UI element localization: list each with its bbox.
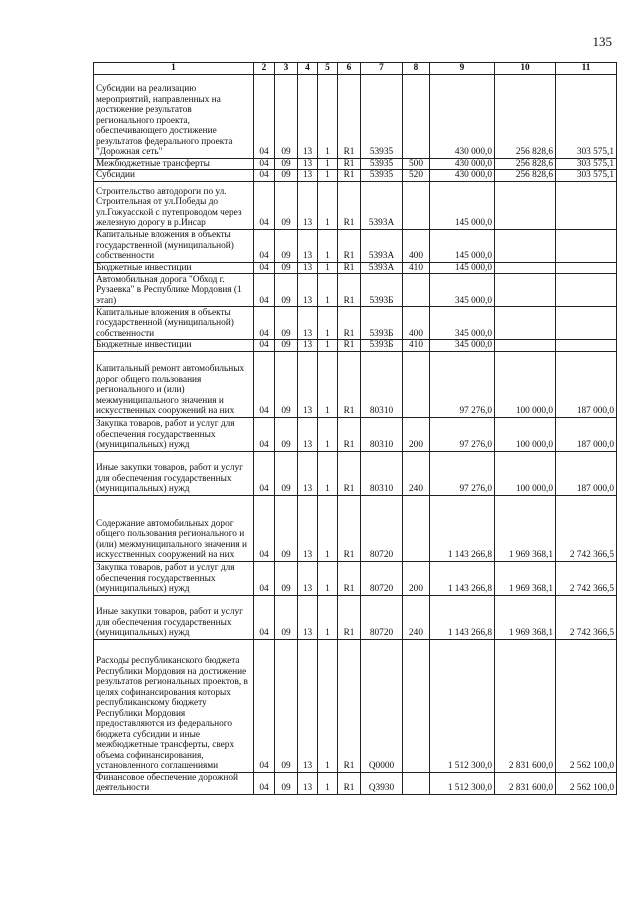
cell-c10: [495, 229, 556, 262]
cell-c9: 1 143 266,8: [430, 561, 495, 595]
row-description: Капитальные вложения в объекты государственной (муниципальной) собственности: [94, 229, 254, 262]
header-row: [94, 63, 617, 75]
cell-c8: [403, 274, 430, 307]
cell-c8: 520: [403, 170, 430, 182]
cell-c6: R1: [338, 274, 361, 307]
cell-c2: 04: [254, 158, 275, 170]
page-number: 135: [592, 34, 612, 49]
col-header: 10: [495, 63, 556, 75]
cell-c5: 1: [318, 262, 338, 274]
cell-c11: 2 742 366,5: [556, 495, 617, 561]
cell-c9: 145 000,0: [430, 229, 495, 262]
cell-c10: [495, 274, 556, 307]
cell-c2: 04: [254, 170, 275, 182]
table-row: [94, 262, 617, 274]
cell-c8: [403, 495, 430, 561]
cell-c7: 53935: [361, 74, 403, 158]
cell-c9: 1 143 266,8: [430, 595, 495, 639]
table-row: [94, 158, 617, 170]
cell-c8: [403, 351, 430, 417]
cell-c6: R1: [338, 772, 361, 794]
cell-c5: 1: [318, 639, 338, 772]
cell-c3: 09: [275, 274, 298, 307]
cell-c5: 1: [318, 307, 338, 340]
cell-c2: 04: [254, 351, 275, 417]
table-row: [94, 495, 617, 561]
cell-c9: 430 000,0: [430, 74, 495, 158]
cell-c4: 13: [298, 451, 318, 495]
cell-c10: [495, 340, 556, 352]
cell-c6: R1: [338, 561, 361, 595]
cell-c3: 09: [275, 417, 298, 451]
cell-c2: 04: [254, 495, 275, 561]
cell-c4: 13: [298, 170, 318, 182]
cell-c8: 400: [403, 307, 430, 340]
col-header: 3: [275, 63, 298, 75]
col-header: 9: [430, 63, 495, 75]
cell-c5: 1: [318, 181, 338, 229]
cell-c9: 430 000,0: [430, 158, 495, 170]
cell-c10: 256 828,6: [495, 158, 556, 170]
cell-c2: 04: [254, 595, 275, 639]
cell-c5: 1: [318, 351, 338, 417]
cell-c10: 100 000,0: [495, 417, 556, 451]
cell-c8: 410: [403, 340, 430, 352]
cell-c4: 13: [298, 561, 318, 595]
cell-c11: 2 742 366,5: [556, 561, 617, 595]
cell-c11: [556, 262, 617, 274]
cell-c4: 13: [298, 262, 318, 274]
cell-c11: 2 562 100,0: [556, 639, 617, 772]
cell-c9: 97 276,0: [430, 451, 495, 495]
cell-c2: 04: [254, 639, 275, 772]
cell-c3: 09: [275, 74, 298, 158]
row-description: Межбюджетные трансферты: [94, 158, 254, 170]
cell-c10: [495, 262, 556, 274]
cell-c7: 5393А: [361, 262, 403, 274]
cell-c6: R1: [338, 417, 361, 451]
cell-c11: 187 000,0: [556, 417, 617, 451]
cell-c11: 187 000,0: [556, 351, 617, 417]
cell-c2: 04: [254, 417, 275, 451]
cell-c5: 1: [318, 561, 338, 595]
cell-c4: 13: [298, 181, 318, 229]
row-description: Строительство автодороги по ул. Строительная от ул.Победы до ул.Гожуасской с путепроводом через железную дорогу в р.Инсар: [94, 181, 254, 229]
cell-c4: 13: [298, 772, 318, 794]
cell-c3: 09: [275, 229, 298, 262]
table-row: [94, 229, 617, 262]
cell-c7: 53935: [361, 158, 403, 170]
cell-c8: [403, 181, 430, 229]
cell-c5: 1: [318, 170, 338, 182]
row-description: Расходы республиканского бюджета Республики Мордовия на достижение результатов региональных проектов, в целях софинансирования которых республиканскому бюджету Республики Мордовия предоставляются из федерального бюджета субсидии и иные межбюджетные трансферты, сверх объема софинансирования, установленного соглашениями: [94, 639, 254, 772]
cell-c11: 303 575,1: [556, 158, 617, 170]
row-description: Капитальные вложения в объекты государственной (муниципальной) собственности: [94, 307, 254, 340]
cell-c6: R1: [338, 351, 361, 417]
cell-c10: 256 828,6: [495, 170, 556, 182]
table-row: [94, 561, 617, 595]
cell-c2: 04: [254, 561, 275, 595]
row-description: Закупка товаров, работ и услуг для обеспечения государственных (муниципальных) нужд: [94, 417, 254, 451]
cell-c6: R1: [338, 158, 361, 170]
cell-c10: [495, 307, 556, 340]
cell-c7: 80310: [361, 451, 403, 495]
cell-c10: 256 828,6: [495, 74, 556, 158]
cell-c10: 100 000,0: [495, 351, 556, 417]
cell-c7: Q0000: [361, 639, 403, 772]
col-header: 1: [94, 63, 254, 75]
cell-c2: 04: [254, 229, 275, 262]
cell-c2: 04: [254, 262, 275, 274]
cell-c3: 09: [275, 639, 298, 772]
cell-c5: 1: [318, 772, 338, 794]
cell-c8: 400: [403, 229, 430, 262]
cell-c10: 2 831 600,0: [495, 772, 556, 794]
cell-c10: 2 831 600,0: [495, 639, 556, 772]
cell-c4: 13: [298, 351, 318, 417]
table-row: [94, 595, 617, 639]
cell-c8: [403, 639, 430, 772]
cell-c8: [403, 74, 430, 158]
cell-c9: 145 000,0: [430, 181, 495, 229]
cell-c3: 09: [275, 262, 298, 274]
cell-c7: 80720: [361, 561, 403, 595]
cell-c6: R1: [338, 181, 361, 229]
cell-c2: 04: [254, 274, 275, 307]
cell-c6: R1: [338, 229, 361, 262]
col-header: 2: [254, 63, 275, 75]
cell-c4: 13: [298, 340, 318, 352]
cell-c6: R1: [338, 262, 361, 274]
cell-c8: 240: [403, 595, 430, 639]
table-row: [94, 417, 617, 451]
cell-c8: 410: [403, 262, 430, 274]
cell-c9: 345 000,0: [430, 274, 495, 307]
cell-c9: 97 276,0: [430, 351, 495, 417]
cell-c9: 145 000,0: [430, 262, 495, 274]
cell-c9: 1 512 300,0: [430, 639, 495, 772]
cell-c7: 5393Б: [361, 340, 403, 352]
col-header: 7: [361, 63, 403, 75]
cell-c7: 80720: [361, 495, 403, 561]
cell-c4: 13: [298, 274, 318, 307]
cell-c4: 13: [298, 639, 318, 772]
cell-c10: 1 969 368,1: [495, 595, 556, 639]
cell-c5: 1: [318, 74, 338, 158]
cell-c5: 1: [318, 417, 338, 451]
table-row: [94, 274, 617, 307]
cell-c2: 04: [254, 307, 275, 340]
cell-c2: 04: [254, 340, 275, 352]
cell-c7: 53935: [361, 170, 403, 182]
cell-c5: 1: [318, 451, 338, 495]
cell-c11: [556, 181, 617, 229]
cell-c8: 240: [403, 451, 430, 495]
row-description: Бюджетные инвестиции: [94, 262, 254, 274]
col-header: 8: [403, 63, 430, 75]
cell-c6: R1: [338, 639, 361, 772]
cell-c3: 09: [275, 561, 298, 595]
cell-c7: 80310: [361, 417, 403, 451]
cell-c11: 303 575,1: [556, 74, 617, 158]
cell-c3: 09: [275, 181, 298, 229]
col-header: 6: [338, 63, 361, 75]
cell-c7: 5393А: [361, 229, 403, 262]
cell-c7: 80720: [361, 595, 403, 639]
table-row: [94, 639, 617, 772]
table-row: [94, 170, 617, 182]
col-header: 5: [318, 63, 338, 75]
cell-c4: 13: [298, 158, 318, 170]
cell-c7: 5393Б: [361, 307, 403, 340]
cell-c9: 345 000,0: [430, 340, 495, 352]
cell-c7: 5393А: [361, 181, 403, 229]
cell-c3: 09: [275, 158, 298, 170]
cell-c3: 09: [275, 307, 298, 340]
cell-c4: 13: [298, 417, 318, 451]
cell-c3: 09: [275, 451, 298, 495]
cell-c2: 04: [254, 74, 275, 158]
cell-c6: R1: [338, 340, 361, 352]
cell-c4: 13: [298, 495, 318, 561]
cell-c11: 303 575,1: [556, 170, 617, 182]
cell-c7: 5393Б: [361, 274, 403, 307]
cell-c2: 04: [254, 451, 275, 495]
cell-c5: 1: [318, 495, 338, 561]
col-header: 4: [298, 63, 318, 75]
cell-c6: R1: [338, 495, 361, 561]
cell-c11: 2 742 366,5: [556, 595, 617, 639]
cell-c3: 09: [275, 495, 298, 561]
table-row: [94, 451, 617, 495]
table-row: [94, 74, 617, 158]
cell-c11: 187 000,0: [556, 451, 617, 495]
cell-c6: R1: [338, 74, 361, 158]
table-row: [94, 340, 617, 352]
cell-c4: 13: [298, 229, 318, 262]
table-row: [94, 307, 617, 340]
cell-c5: 1: [318, 274, 338, 307]
cell-c2: 04: [254, 181, 275, 229]
cell-c3: 09: [275, 772, 298, 794]
row-description: Бюджетные инвестиции: [94, 340, 254, 352]
cell-c6: R1: [338, 451, 361, 495]
cell-c10: 1 969 368,1: [495, 495, 556, 561]
row-description: Субсидии на реализацию мероприятий, направленных на достижение результатов регионального проекта, обеспечивающего достижение результатов федерального проекта "Дорожная сеть": [94, 74, 254, 158]
cell-c5: 1: [318, 340, 338, 352]
cell-c6: R1: [338, 170, 361, 182]
cell-c4: 13: [298, 307, 318, 340]
cell-c11: [556, 274, 617, 307]
cell-c9: 430 000,0: [430, 170, 495, 182]
row-description: Автомобильная дорога "Обход г. Рузаевка" в Республике Мордовия (1 этап): [94, 274, 254, 307]
cell-c7: Q3930: [361, 772, 403, 794]
cell-c11: 2 562 100,0: [556, 772, 617, 794]
table-row: [94, 351, 617, 417]
cell-c11: [556, 340, 617, 352]
cell-c8: 200: [403, 417, 430, 451]
cell-c10: 1 969 368,1: [495, 561, 556, 595]
cell-c5: 1: [318, 158, 338, 170]
row-description: Финансовое обеспечение дорожной деятельности: [94, 772, 254, 794]
cell-c11: [556, 307, 617, 340]
cell-c8: 200: [403, 561, 430, 595]
cell-c7: 80310: [361, 351, 403, 417]
col-header: 11: [556, 63, 617, 75]
cell-c8: [403, 772, 430, 794]
row-description: Содержание автомобильных дорог общего пользования регионального и (или) межмуниципального значения и искусственных сооружений на них: [94, 495, 254, 561]
cell-c6: R1: [338, 595, 361, 639]
cell-c4: 13: [298, 595, 318, 639]
cell-c5: 1: [318, 229, 338, 262]
budget-table: [93, 62, 617, 795]
row-description: Иные закупки товаров, работ и услуг для обеспечения государственных (муниципальных) нужд: [94, 451, 254, 495]
cell-c9: 1 143 266,8: [430, 495, 495, 561]
cell-c10: 100 000,0: [495, 451, 556, 495]
cell-c9: 345 000,0: [430, 307, 495, 340]
table-row: [94, 181, 617, 229]
row-description: Субсидии: [94, 170, 254, 182]
cell-c3: 09: [275, 351, 298, 417]
cell-c5: 1: [318, 595, 338, 639]
cell-c9: 1 512 300,0: [430, 772, 495, 794]
cell-c3: 09: [275, 595, 298, 639]
cell-c8: 500: [403, 158, 430, 170]
cell-c6: R1: [338, 307, 361, 340]
cell-c3: 09: [275, 170, 298, 182]
row-description: Закупка товаров, работ и услуг для обеспечения государственных (муниципальных) нужд: [94, 561, 254, 595]
cell-c3: 09: [275, 340, 298, 352]
table-row: [94, 772, 617, 794]
cell-c10: [495, 181, 556, 229]
cell-c2: 04: [254, 772, 275, 794]
cell-c4: 13: [298, 74, 318, 158]
cell-c11: [556, 229, 617, 262]
row-description: Капитальный ремонт автомобильных дорог общего пользования регионального и (или) межмуниципального значения и искусственных сооружений на них: [94, 351, 254, 417]
cell-c9: 97 276,0: [430, 417, 495, 451]
row-description: Иные закупки товаров, работ и услуг для обеспечения государственных (муниципальных) нужд: [94, 595, 254, 639]
